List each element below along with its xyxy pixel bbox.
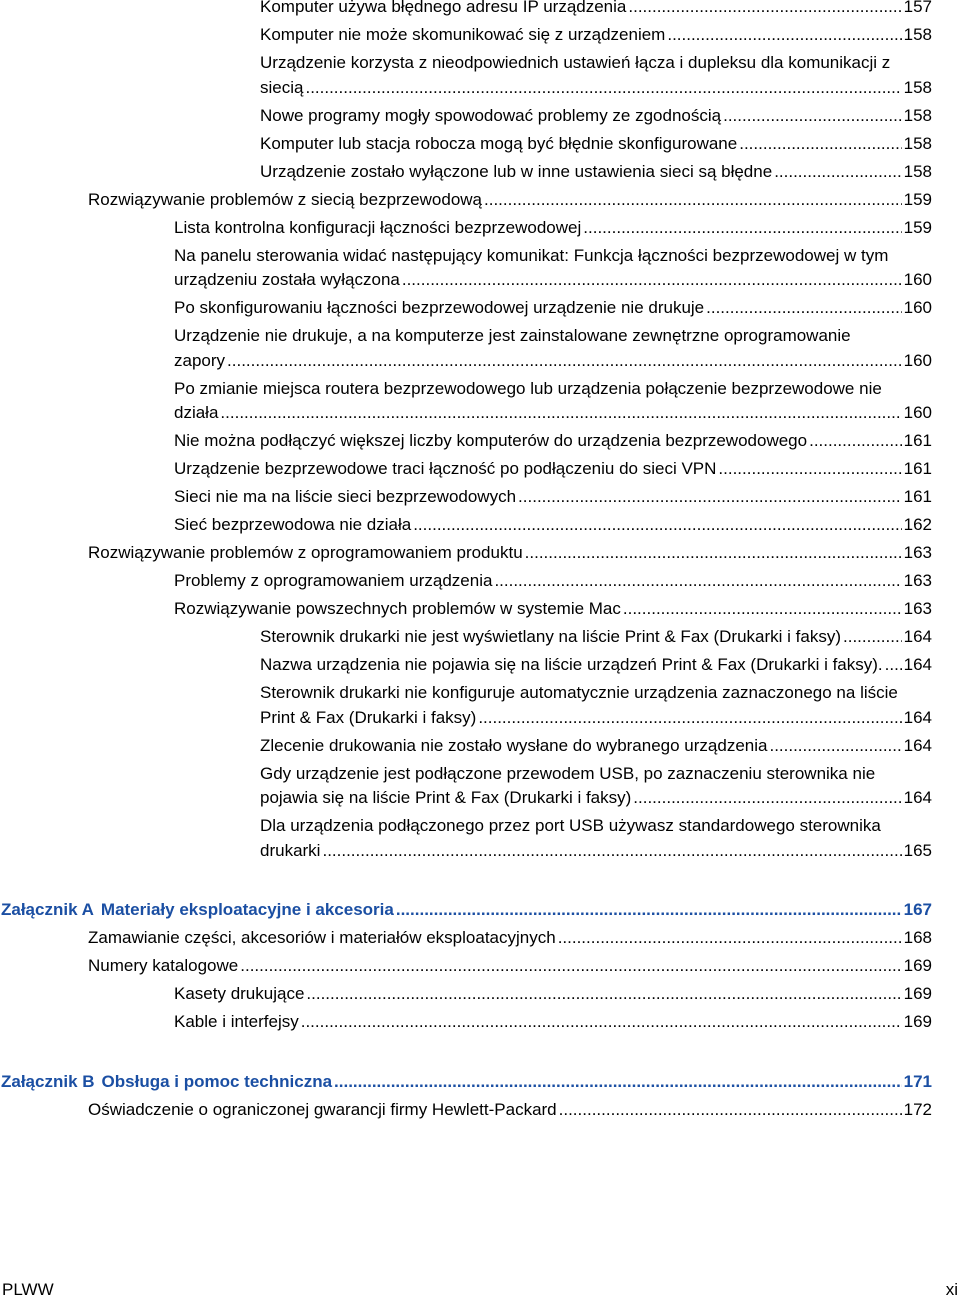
toc-entry-text: Oświadczenie o ograniczonej gwarancji firmy Hewlett-Packard bbox=[88, 1099, 557, 1119]
toc-entry[interactable] bbox=[174, 485, 932, 510]
toc-entry-text: Sterownik drukarki nie jest wyświetlany na liście Print & Fax (Drukarki i faksy) bbox=[260, 627, 842, 646]
toc-page-number: 164 bbox=[902, 653, 932, 678]
toc-page-number: 168 bbox=[902, 926, 932, 951]
toc-entry-text: Obsługa i pomoc techniczna bbox=[101, 1071, 333, 1091]
toc-page-number: 171 bbox=[902, 1070, 932, 1095]
toc-page-number: 163 bbox=[902, 541, 932, 566]
toc-page-number: 169 bbox=[902, 1010, 932, 1035]
toc-entry-title bbox=[174, 982, 902, 1007]
toc-entry-text: Nowe programy mogły spowodować problemy ze zgodnością bbox=[260, 105, 722, 125]
toc-entry-title bbox=[260, 653, 902, 678]
toc-entry-text: Gdy urządzenie jest podłączone przewodem USB, po zaznaczeniu sterownika nie pojawia się na liście Print & Fax (Drukarki i faksy) bbox=[260, 763, 876, 807]
toc-entry-title bbox=[174, 485, 902, 510]
toc-entry-title bbox=[260, 625, 902, 650]
toc-page-number: 164 bbox=[902, 786, 932, 811]
toc-entry[interactable] bbox=[88, 954, 932, 979]
toc-entry[interactable] bbox=[174, 513, 932, 538]
toc-entry[interactable] bbox=[260, 160, 932, 185]
toc-entry-text: Urządzenie korzysta z nieodpowiednich ustawień łącza i dupleksu dla komunikacji z siecią bbox=[260, 53, 891, 97]
toc-page-number: 160 bbox=[902, 349, 932, 374]
toc-page-number: 161 bbox=[902, 457, 932, 482]
toc-entry-text: Urządzenie bezprzewodowe traci łączność po podłączeniu do sieci VPN bbox=[174, 459, 717, 478]
toc-entry-text: Kasety drukujące bbox=[174, 984, 305, 1003]
appendix-label: Załącznik B bbox=[1, 1071, 95, 1091]
toc-entry-title bbox=[260, 160, 902, 185]
toc-page-number: 159 bbox=[902, 188, 932, 213]
toc-entry[interactable] bbox=[260, 132, 932, 157]
toc-entry-text: Lista kontrolna konfiguracji łączności bezprzewodowej bbox=[174, 217, 582, 237]
toc-page-number: 167 bbox=[902, 898, 932, 923]
toc-page-number: 164 bbox=[902, 734, 932, 759]
toc-page-number: 158 bbox=[902, 132, 932, 157]
toc-entry-title bbox=[1, 898, 902, 923]
toc-page-number: 163 bbox=[902, 597, 932, 622]
toc-entry[interactable] bbox=[174, 569, 932, 594]
toc-entry-title bbox=[174, 244, 902, 293]
toc-entry-text: Problemy z oprogramowaniem urządzenia bbox=[174, 571, 493, 590]
toc-entry-title bbox=[174, 457, 902, 482]
toc-entry-title bbox=[260, 132, 902, 157]
toc-page-number: 161 bbox=[902, 429, 932, 454]
toc-entry[interactable] bbox=[260, 0, 932, 20]
toc-entry[interactable] bbox=[174, 597, 932, 622]
toc-entry-text: Urządzenie nie drukuje, a na komputerze jest zainstalowane zewnętrzne oprogramowanie zapory bbox=[174, 326, 851, 370]
toc-page-number: 160 bbox=[902, 268, 932, 293]
toc-entry-text: Sterownik drukarki nie konfiguruje automatycznie urządzenia zaznaczonego na liście Print & Fax (Drukarki i faksy) bbox=[260, 683, 898, 727]
toc-entry[interactable] bbox=[174, 296, 932, 321]
toc-entry[interactable] bbox=[88, 541, 932, 566]
toc-entry-title bbox=[260, 0, 902, 20]
toc-entry[interactable] bbox=[88, 188, 932, 213]
toc-entry[interactable] bbox=[260, 104, 932, 129]
footer-language-code: PLWW bbox=[2, 1280, 54, 1299]
toc-entry[interactable] bbox=[260, 653, 932, 678]
toc-entry[interactable] bbox=[88, 926, 932, 951]
toc-entry[interactable] bbox=[260, 762, 932, 811]
toc-entry-text: Komputer nie może skomunikować się z urządzeniem bbox=[260, 25, 666, 44]
toc-page-number: 172 bbox=[902, 1098, 932, 1123]
toc-entry-title bbox=[260, 734, 902, 759]
toc-page-number: 163 bbox=[902, 569, 932, 594]
toc-page-number: 158 bbox=[902, 76, 932, 101]
footer-page-number: xi bbox=[945, 1280, 958, 1299]
toc-entry-title bbox=[88, 926, 902, 951]
toc-entry-title bbox=[260, 814, 902, 863]
toc-entry[interactable] bbox=[88, 1098, 932, 1123]
toc-entry-text: Kable i interfejsy bbox=[174, 1012, 299, 1031]
toc-entry[interactable] bbox=[174, 429, 932, 454]
toc-entry-text: Komputer lub stacja robocza mogą być błędnie skonfigurowane bbox=[260, 133, 738, 153]
toc-entry-title bbox=[174, 296, 902, 321]
toc-chapter-entry[interactable] bbox=[1, 898, 932, 923]
toc-entry[interactable] bbox=[174, 324, 932, 373]
toc-entry-title bbox=[260, 23, 902, 48]
toc-entry-title bbox=[174, 429, 902, 454]
toc-entry-title bbox=[88, 541, 902, 566]
toc-page-number: 160 bbox=[902, 401, 932, 426]
toc-page-number: 157 bbox=[902, 0, 932, 20]
toc-page-number: 160 bbox=[902, 296, 932, 321]
toc-entry-text: Po skonfigurowaniu łączności bezprzewodowej urządzenie nie drukuje bbox=[174, 298, 705, 317]
toc-page-number: 165 bbox=[902, 839, 932, 864]
toc-page-number: 164 bbox=[902, 706, 932, 731]
toc-entry-text: Urządzenie zostało wyłączone lub w inne ustawienia sieci są błędne bbox=[260, 161, 773, 181]
toc-entry[interactable] bbox=[260, 23, 932, 48]
toc-entry-text: Rozwiązywanie problemów z siecią bezprzewodową bbox=[88, 189, 483, 209]
toc-entry-title bbox=[88, 188, 902, 213]
toc-page-number: 169 bbox=[902, 982, 932, 1007]
toc-entry-title bbox=[1, 1070, 902, 1095]
toc-entry[interactable] bbox=[174, 244, 932, 293]
toc-entry-title bbox=[88, 1098, 902, 1123]
appendix-label: Załącznik A bbox=[1, 900, 94, 919]
toc-page-number: 158 bbox=[902, 104, 932, 129]
toc-entry-title bbox=[174, 1010, 902, 1035]
toc-entry-title bbox=[260, 681, 902, 730]
toc-entry-title bbox=[174, 569, 902, 594]
toc-entry[interactable] bbox=[260, 625, 932, 650]
toc-chapter-entry[interactable] bbox=[1, 1070, 932, 1095]
toc-page-number: 158 bbox=[902, 23, 932, 48]
toc-entry-title bbox=[260, 762, 902, 811]
toc-entry-text: Rozwiązywanie powszechnych problemów w systemie Mac bbox=[174, 599, 621, 618]
toc-entry-title bbox=[260, 51, 902, 100]
toc-entry[interactable] bbox=[260, 814, 932, 863]
toc-entry[interactable] bbox=[174, 216, 932, 241]
toc-entry[interactable] bbox=[260, 734, 932, 759]
toc-entry[interactable] bbox=[260, 51, 932, 100]
toc-page-number: 169 bbox=[902, 954, 932, 979]
toc-entry-text: Dla urządzenia podłączonego przez port USB używasz standardowego sterownika drukarki bbox=[260, 816, 881, 860]
toc-entry-text: Zlecenie drukowania nie zostało wysłane do wybranego urządzenia bbox=[260, 735, 768, 755]
toc-entry-text: Materiały eksploatacyjne i akcesoria bbox=[100, 900, 394, 919]
toc-entry-text: Sieci nie ma na liście sieci bezprzewodowych bbox=[174, 487, 517, 506]
toc-entry-text: Nie można podłączyć większej liczby komputerów do urządzenia bezprzewodowego bbox=[174, 431, 808, 450]
toc-entry-title bbox=[174, 377, 902, 426]
toc-entry[interactable] bbox=[260, 681, 932, 730]
toc-page-number: 162 bbox=[902, 513, 932, 538]
toc-entry-text: Sieć bezprzewodowa nie działa bbox=[174, 515, 412, 534]
toc-page-number: 164 bbox=[902, 625, 932, 650]
toc-entry-text: Numery katalogowe bbox=[88, 956, 239, 975]
toc-entry-text: Komputer używa błędnego adresu IP urządzenia bbox=[260, 0, 627, 16]
toc-entry-title bbox=[174, 513, 902, 538]
toc-entry[interactable] bbox=[174, 1010, 932, 1035]
toc-entry-text: Na panelu sterowania widać następujący komunikat: Funkcja łączności bezprzewodowej w tym urządzeniu została wyłączona bbox=[174, 245, 889, 289]
toc-entry-title bbox=[88, 954, 902, 979]
toc-entry[interactable] bbox=[174, 982, 932, 1007]
toc-page-number: 159 bbox=[902, 216, 932, 241]
toc-entry[interactable] bbox=[174, 377, 932, 426]
toc-entry-title bbox=[260, 104, 902, 129]
toc-entry-text: Nazwa urządzenia nie pojawia się na liście urządzeń Print & Fax (Drukarki i faksy). bbox=[260, 655, 883, 674]
toc-entry-title bbox=[174, 597, 902, 622]
toc-page-number: 158 bbox=[902, 160, 932, 185]
toc-entry[interactable] bbox=[174, 457, 932, 482]
toc-entry-text: Zamawianie części, akcesoriów i materiałów eksploatacyjnych bbox=[88, 928, 556, 947]
toc-entry-title bbox=[174, 324, 902, 373]
toc-entry-title bbox=[174, 216, 902, 241]
toc-page-number: 161 bbox=[902, 485, 932, 510]
toc-entry-text: Po zmianie miejsca routera bezprzewodowego lub urządzenia połączenie bezprzewodowe nie działa bbox=[174, 378, 882, 422]
toc-entry-text: Rozwiązywanie problemów z oprogramowaniem produktu bbox=[88, 543, 523, 562]
